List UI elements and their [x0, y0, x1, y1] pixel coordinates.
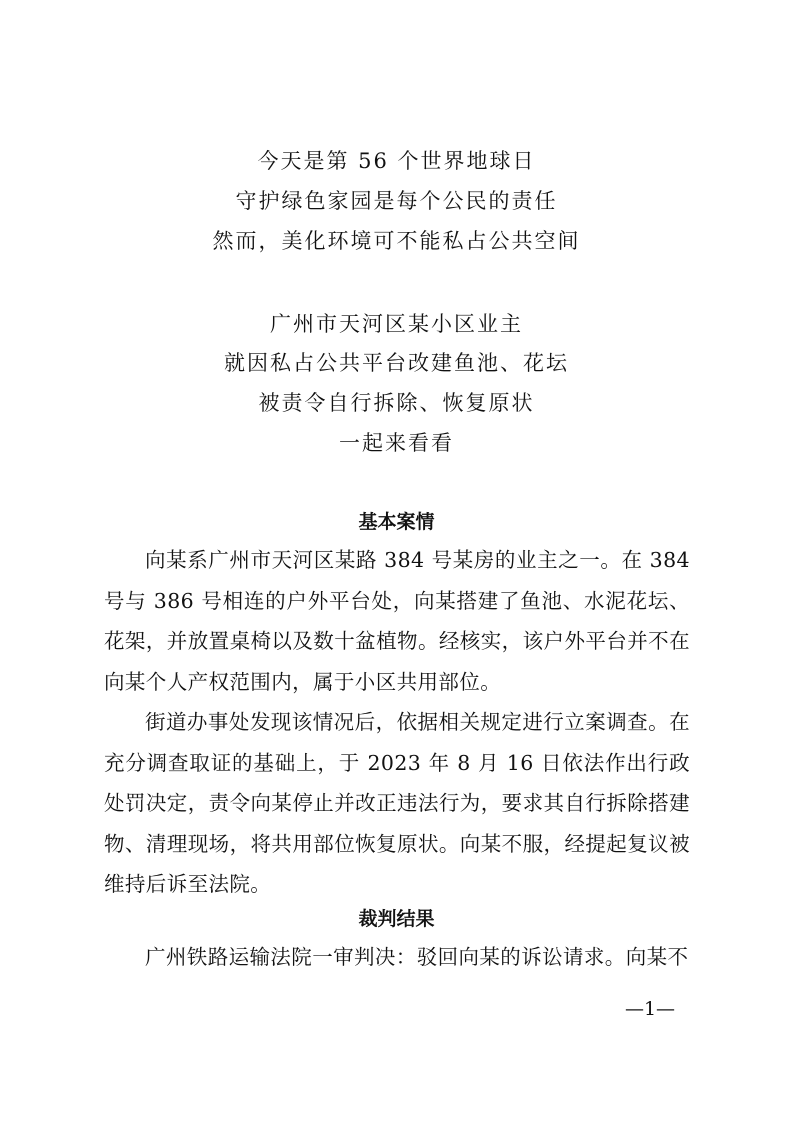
- section-heading-basic-facts: 基本案情: [358, 511, 435, 533]
- intro-line: 守护绿色家园是每个公民的责任: [235, 189, 558, 213]
- case-line: 广州市天河区某小区业主: [270, 312, 523, 336]
- page-number: —1—: [624, 998, 676, 1020]
- paragraph: 广州铁路运输法院一审判决：驳回向某的诉讼请求。向某不: [145, 945, 689, 969]
- paragraph: 街道办事处发现该情况后，依据相关规定进行立案调查。在充分调查取证的基础上，于 2023 年 8 月 16 日依法作出行政处罚决定，责令向某停止并改正违法行为，要求其自行拆除搭建物、清理现场，将共用部位恢复原状。向某不服，经提起复议被维持后诉至法院。: [104, 710, 690, 896]
- intro-line: 然而，美化环境可不能私占公共空间: [212, 229, 581, 253]
- section-heading-judgment: 裁判结果: [358, 908, 435, 930]
- case-line: 一起来看看: [339, 431, 454, 455]
- case-line: 被责令自行拆除、恢复原状: [258, 391, 535, 415]
- paragraph: 向某系广州市天河区某路 384 号某房的业主之一。在 384 号与 386 号相连的户外平台处，向某搭建了鱼池、水泥花坛、花架，并放置桌椅以及数十盆植物。经核实，该户外平台并不在向某个人产权范围内，属于小区共用部位。: [104, 548, 690, 694]
- intro-line: 今天是第 56 个世界地球日: [257, 149, 536, 173]
- case-line: 就因私占公共平台改建鱼池、花坛: [224, 351, 569, 375]
